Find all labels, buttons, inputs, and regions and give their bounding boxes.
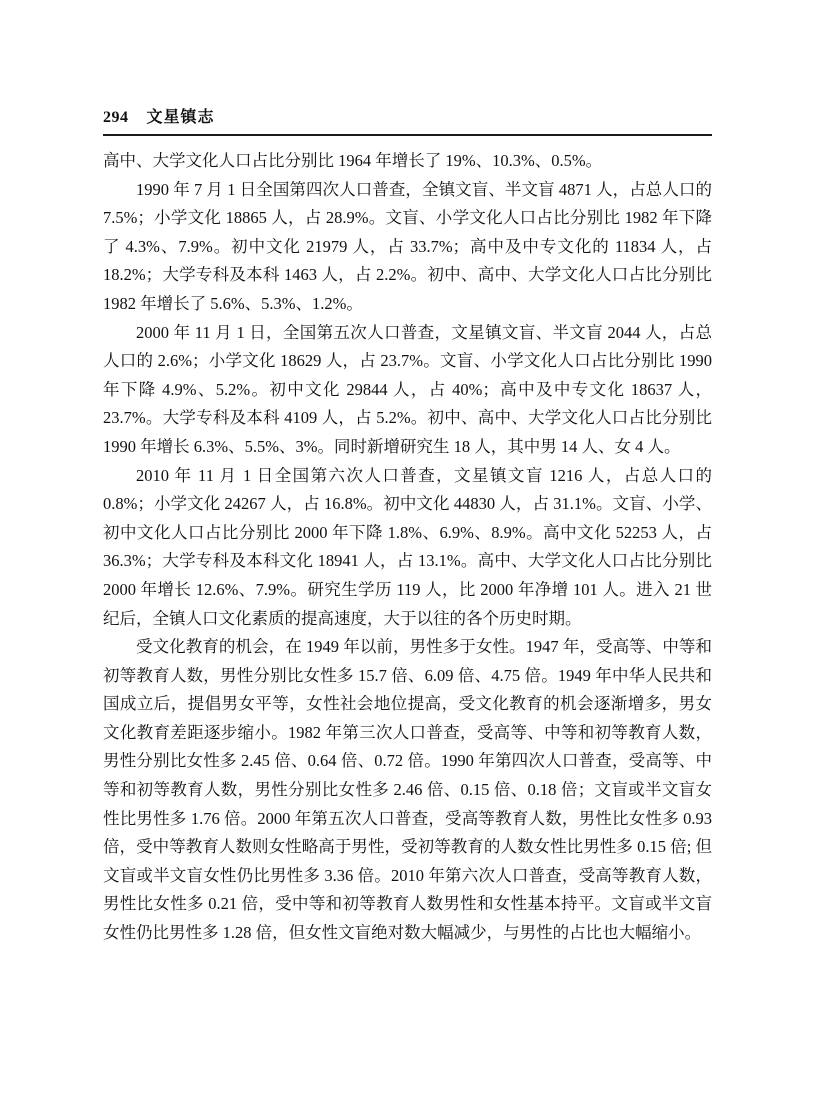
page-number: 294 (103, 109, 129, 126)
paragraph: 2000 年 11 月 1 日，全国第五次人口普查，文星镇文盲、半文盲 2044 人，占总人口的 2.6%；小学文化 18629 人，占 23.7%。文盲、小学文化人口占比分别比 1990 年下降 4.9%、5.2%。初中文化 29844 人，占 40%；高中及中专文化 18637 人，23.7%。大学专科及本科 4109 人，占 5.2%。初中、高中、大学文化人口占比分别比 1990 年增长 6.3%、5.5%、3%。同时新增研究生 18 人，其中男 14 人、女 4 人。 (103, 322, 712, 456)
paragraph: 高中、大学文化人口占比分别比 1964 年增长了 19%、10.3%、0.5%。 (103, 151, 603, 170)
page-header (103, 108, 712, 136)
paragraph: 1990 年 7 月 1 日全国第四次人口普查，全镇文盲、半文盲 4871 人，占总人口的 7.5%；小学文化 18865 人，占 28.9%。文盲、小学文化人口占比分别比 1982 年下降了 4.3%、7.9%。初中文化 21979 人，占 33.7%；高中及中专文化的 11834 人，占 18.2%；大学专科及本科 1463 人，占 2.2%。初中、高中、大学文化人口占比分别比 1982 年增长了 5.6%、5.3%、1.2%。 (103, 179, 712, 313)
paragraph: 2010 年 11 月 1 日全国第六次人口普查，文星镇文盲 1216 人，占总人口的 0.8%；小学文化 24267 人，占 16.8%。初中文化 44830 人，占 31.1%。文盲、小学、初中文化人口占比分别比 2000 年下降 1.8%、6.9%、8.9%。高中文化 52253 人，占 36.3%；大学专科及本科文化 18941 人，占 13.1%。高中、大学文化人口占比分别比 2000 年增长 12.6%、7.9%。研究生学历 119 人，比 2000 年净增 101 人。进入 21 世纪后，全镇人口文化素质的提高速度，大于以往的各个历史时期。 (103, 465, 712, 628)
book-title: 文星镇志 (146, 109, 215, 126)
page-body (103, 136, 712, 948)
paragraph: 受文化教育的机会，在 1949 年以前，男性多于女性。1947 年，受高等、中等和初等教育人数，男性分别比女性多 15.7 倍、6.09 倍、4.75 倍。1949 年中华人民共和国成立后，提倡男女平等，女性社会地位提高，受文化教育的机会逐渐增多，男女文化教育差距逐步缩小。1982 年第三次人口普查，受高等、中等和初等教育人数，男性分别比女性多 2.45 倍、0.64 倍、0.72 倍。1990 年第四次人口普查，受高等、中等和初等教育人数，男性分别比女性多 2.46 倍、0.15 倍、0.18 倍；文盲或半文盲女性比男性多 1.76 倍。2000 年第五次人口普查，受高等教育人数，男性比女性多 0.93 倍，受中等教育人数则女性略高于男性，受初等教育的人数女性比男性多 0.15 倍; 但文盲或半文盲女性仍比男性多 3.36 倍。2010 年第六次人口普查，受高等教育人数，男性比女性多 0.21 倍，受中等和初等教育人数男性和女性基本持平。文盲或半文盲女性仍比男性多 1.28 倍，但女性文盲绝对数大幅减少，与男性的占比也大幅缩小。 (103, 637, 712, 943)
